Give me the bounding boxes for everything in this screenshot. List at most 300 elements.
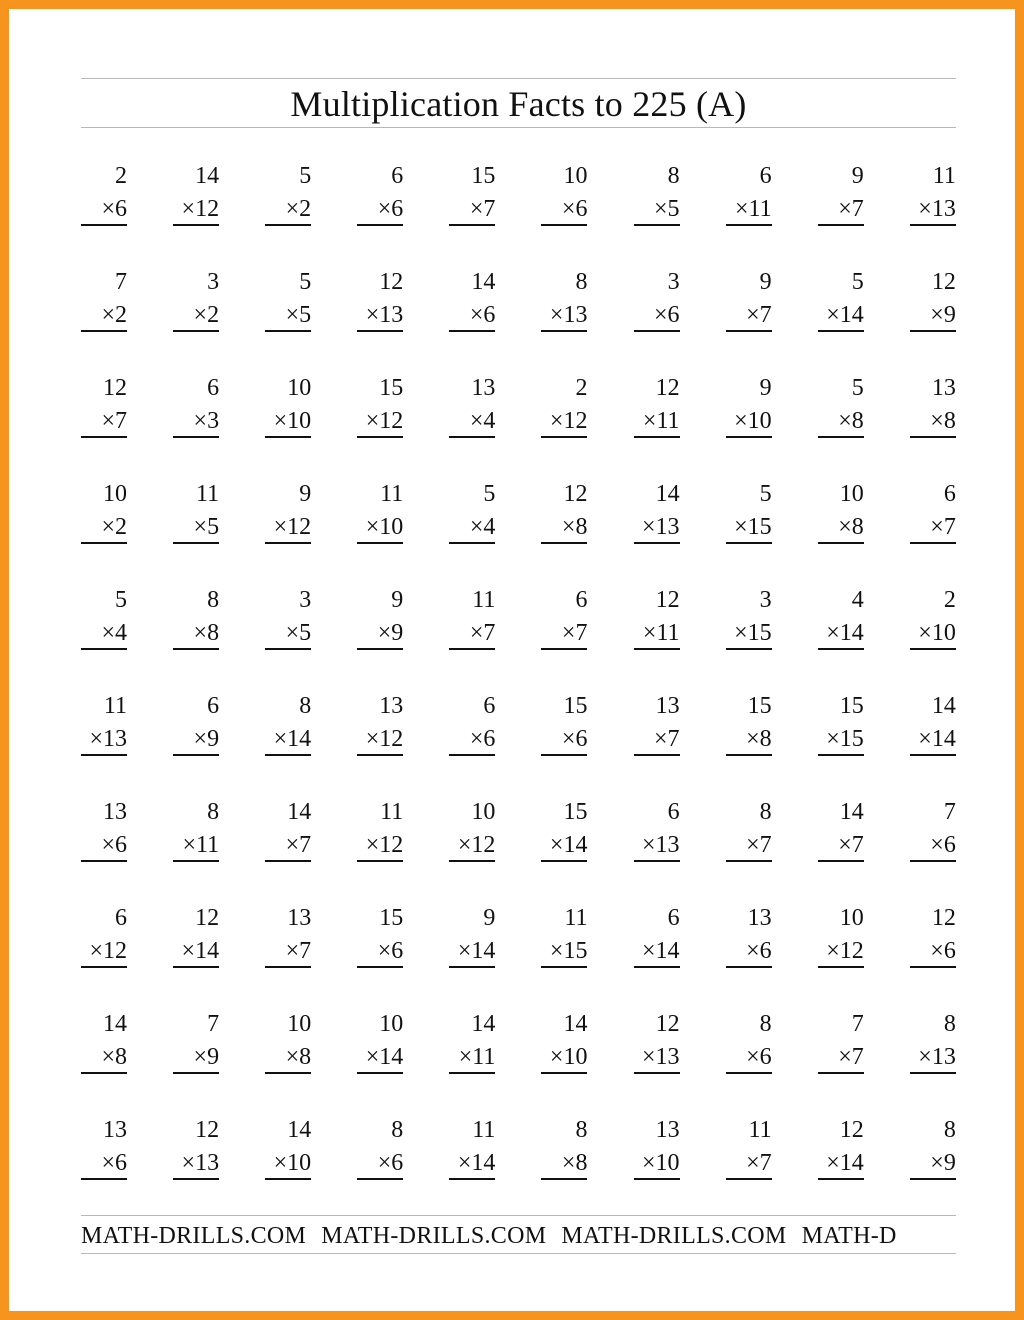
- problem-multiplicand: 7: [943, 799, 956, 825]
- answer-line: [357, 224, 403, 226]
- problem-multiplier: ×6: [101, 1150, 127, 1176]
- answer-line: [818, 966, 864, 968]
- problem-multiplier: ×6: [101, 196, 127, 222]
- problem-item: [910, 795, 956, 867]
- problem-multiplier: ×6: [930, 938, 956, 964]
- problem-multiplier: ×10: [734, 408, 772, 434]
- problem-multiplicand: 8: [759, 1011, 772, 1037]
- problem-multiplier: ×13: [642, 1044, 680, 1070]
- problem-multiplicand: 14: [287, 799, 312, 825]
- problem-multiplicand: 12: [655, 1011, 680, 1037]
- problem-multiplicand: 9: [759, 375, 772, 401]
- answer-line: [726, 860, 772, 862]
- problem-multiplier: ×7: [746, 832, 772, 858]
- answer-line: [726, 966, 772, 968]
- problem-item: [818, 795, 864, 867]
- problem-multiplier: ×2: [101, 514, 127, 540]
- answer-line: [910, 1178, 956, 1180]
- problem-multiplicand: 14: [471, 269, 496, 295]
- problem-multiplicand: 8: [299, 693, 312, 719]
- answer-line: [634, 1072, 680, 1074]
- answer-line: [173, 1178, 219, 1180]
- problem-item: [81, 901, 127, 973]
- problem-item: [265, 1007, 311, 1079]
- problem-multiplicand: 11: [472, 1117, 496, 1143]
- answer-line: [726, 330, 772, 332]
- problem-item: [541, 583, 587, 655]
- answer-line: [818, 860, 864, 862]
- problem-multiplicand: 6: [943, 481, 956, 507]
- answer-line: [265, 330, 311, 332]
- answer-line: [173, 542, 219, 544]
- problem-item: [634, 795, 680, 867]
- answer-line: [726, 754, 772, 756]
- problem-item: [81, 689, 127, 761]
- answer-line: [910, 860, 956, 862]
- problem-multiplier: ×7: [930, 514, 956, 540]
- problem-multiplicand: 13: [103, 799, 127, 825]
- problem-multiplier: ×13: [918, 196, 956, 222]
- problem-multiplier: ×13: [549, 302, 588, 328]
- problem-multiplier: ×6: [377, 938, 404, 964]
- problem-multiplicand: 14: [471, 1011, 496, 1037]
- problem-multiplicand: 6: [667, 799, 680, 825]
- answer-line: [357, 330, 403, 332]
- problem-multiplier: ×6: [561, 196, 588, 222]
- answer-line: [634, 648, 680, 650]
- problem-multiplier: ×7: [285, 938, 312, 964]
- problem-multiplier: ×2: [285, 196, 312, 222]
- problem-multiplier: ×6: [930, 832, 956, 858]
- footer-top-rule: [81, 1215, 956, 1216]
- answer-line: [357, 436, 403, 438]
- answer-line: [541, 966, 587, 968]
- problem-multiplier: ×12: [365, 726, 404, 752]
- worksheet-title: Multiplication Facts to 225 (A): [290, 84, 747, 124]
- problem-multiplicand: 8: [575, 269, 588, 295]
- problem-multiplicand: 7: [207, 1011, 220, 1037]
- problem-multiplier: ×5: [193, 514, 220, 540]
- problem-multiplicand: 9: [851, 163, 864, 189]
- answer-line: [726, 224, 772, 226]
- problem-multiplicand: 5: [299, 163, 312, 189]
- problem-item: [910, 689, 956, 761]
- problem-multiplicand: 6: [207, 375, 220, 401]
- problem-multiplicand: 5: [759, 481, 772, 507]
- problem-multiplicand: 9: [759, 269, 772, 295]
- problem-multiplicand: 8: [943, 1117, 956, 1143]
- problem-multiplicand: 6: [667, 905, 680, 931]
- answer-line: [818, 542, 864, 544]
- problem-multiplier: ×7: [746, 302, 772, 328]
- answer-line: [541, 436, 587, 438]
- problem-item: [265, 265, 311, 337]
- answer-line: [818, 754, 864, 756]
- problem-multiplicand: 11: [103, 693, 127, 719]
- answer-line: [541, 542, 587, 544]
- problem-multiplicand: 2: [575, 375, 588, 401]
- problem-item: [173, 371, 219, 443]
- answer-line: [634, 436, 680, 438]
- problem-multiplier: ×7: [469, 196, 496, 222]
- problem-multiplier: ×15: [734, 514, 772, 540]
- problem-item: [81, 1113, 127, 1185]
- answer-line: [818, 330, 864, 332]
- answer-line: [265, 648, 311, 650]
- problem-item: [818, 1007, 864, 1079]
- problem-multiplier: ×7: [838, 832, 864, 858]
- problem-multiplicand: 13: [931, 375, 956, 401]
- problem-multiplier: ×14: [642, 938, 680, 964]
- problem-multiplier: ×7: [285, 832, 312, 858]
- answer-line: [910, 224, 956, 226]
- answer-line: [910, 754, 956, 756]
- problem-item: [81, 265, 127, 337]
- problem-multiplier: ×5: [654, 196, 680, 222]
- answer-line: [726, 1178, 772, 1180]
- problem-item: [265, 795, 311, 867]
- problem-multiplier: ×13: [89, 726, 127, 752]
- footer-site-text: MATH-DRILLS.COM: [81, 1223, 307, 1249]
- problem-multiplier: ×9: [930, 1150, 956, 1176]
- problem-multiplicand: 3: [667, 269, 680, 295]
- problem-multiplicand: 5: [851, 269, 864, 295]
- problem-item: [818, 265, 864, 337]
- problem-multiplicand: 12: [563, 481, 588, 507]
- problem-multiplier: ×14: [273, 726, 312, 752]
- problem-multiplier: ×11: [182, 832, 220, 858]
- problem-multiplicand: 2: [943, 587, 956, 613]
- problem-item: [818, 477, 864, 549]
- problem-multiplier: ×13: [181, 1150, 220, 1176]
- problem-multiplicand: 6: [759, 163, 772, 189]
- problem-multiplier: ×15: [826, 726, 864, 752]
- problem-multiplicand: 6: [207, 693, 220, 719]
- problem-item: [265, 477, 311, 549]
- problem-multiplier: ×14: [826, 620, 864, 646]
- problem-multiplicand: 6: [575, 587, 588, 613]
- problem-item: [910, 265, 956, 337]
- problem-multiplier: ×12: [549, 408, 588, 434]
- answer-line: [265, 1178, 311, 1180]
- problem-multiplicand: 14: [287, 1117, 312, 1143]
- problem-multiplicand: 14: [655, 481, 680, 507]
- answer-line: [634, 860, 680, 862]
- problem-multiplicand: 8: [391, 1117, 404, 1143]
- problem-multiplier: ×7: [838, 196, 864, 222]
- problem-multiplicand: 13: [655, 693, 680, 719]
- problem-item: [634, 583, 680, 655]
- problem-multiplier: ×9: [193, 1044, 220, 1070]
- problem-item: [818, 159, 864, 231]
- answer-line: [265, 224, 311, 226]
- problem-item: [910, 1113, 956, 1185]
- answer-line: [541, 1072, 587, 1074]
- answer-line: [173, 436, 219, 438]
- problem-multiplier: ×6: [101, 832, 127, 858]
- answer-line: [449, 754, 495, 756]
- problem-multiplier: ×13: [642, 514, 680, 540]
- problem-multiplier: ×15: [734, 620, 772, 646]
- answer-line: [81, 648, 127, 650]
- answer-line: [910, 436, 956, 438]
- problem-multiplier: ×8: [285, 1044, 312, 1070]
- answer-line: [81, 966, 127, 968]
- problem-multiplier: ×3: [193, 408, 220, 434]
- answer-line: [634, 754, 680, 756]
- problem-multiplicand: 12: [931, 905, 956, 931]
- problem-item: [541, 795, 587, 867]
- problem-multiplicand: 7: [851, 1011, 864, 1037]
- problem-multiplier: ×14: [826, 302, 864, 328]
- problem-multiplier: ×12: [89, 938, 127, 964]
- problem-multiplicand: 10: [563, 163, 588, 189]
- answer-line: [81, 860, 127, 862]
- problem-multiplicand: 3: [207, 269, 220, 295]
- problem-item: [81, 159, 127, 231]
- problem-item: [541, 901, 587, 973]
- problem-multiplier: ×8: [561, 514, 588, 540]
- problem-multiplier: ×5: [285, 620, 312, 646]
- answer-line: [910, 966, 956, 968]
- problem-multiplier: ×4: [469, 408, 496, 434]
- problem-item: [634, 159, 680, 231]
- answer-line: [173, 860, 219, 862]
- answer-line: [81, 436, 127, 438]
- footer-site-text: MATH-DRILLS.COM: [561, 1223, 787, 1249]
- problem-multiplier: ×8: [930, 408, 956, 434]
- problem-multiplicand: 14: [195, 163, 220, 189]
- answer-line: [449, 860, 495, 862]
- problem-item: [173, 265, 219, 337]
- problem-item: [910, 159, 956, 231]
- problem-item: [449, 1007, 495, 1079]
- answer-line: [81, 542, 127, 544]
- problem-item: [449, 901, 495, 973]
- footer-site-text: MATH-D: [801, 1223, 897, 1249]
- title-bottom-rule: [81, 127, 956, 128]
- footer-site-text: MATH-DRILLS.COM: [321, 1223, 547, 1249]
- problem-multiplier: ×10: [365, 514, 404, 540]
- problem-multiplicand: 15: [471, 163, 496, 189]
- problem-multiplier: ×11: [642, 408, 680, 434]
- problem-multiplicand: 12: [931, 269, 956, 295]
- problem-multiplicand: 3: [299, 587, 312, 613]
- answer-line: [357, 966, 403, 968]
- problem-item: [449, 265, 495, 337]
- problem-multiplicand: 10: [379, 1011, 404, 1037]
- problem-item: [265, 159, 311, 231]
- answer-line: [634, 330, 680, 332]
- problem-multiplier: ×10: [273, 1150, 312, 1176]
- problem-multiplier: ×11: [458, 1044, 496, 1070]
- problem-multiplicand: 12: [195, 1117, 220, 1143]
- problem-multiplier: ×4: [469, 514, 496, 540]
- problem-item: [726, 901, 772, 973]
- problem-item: [357, 795, 403, 867]
- problem-item: [726, 689, 772, 761]
- problem-item: [173, 795, 219, 867]
- problem-multiplicand: 13: [103, 1117, 127, 1143]
- answer-line: [541, 860, 587, 862]
- problem-multiplier: ×6: [377, 196, 404, 222]
- problem-multiplicand: 14: [931, 693, 956, 719]
- problem-multiplicand: 12: [655, 375, 680, 401]
- problem-item: [541, 477, 587, 549]
- answer-line: [910, 330, 956, 332]
- problem-multiplier: ×8: [838, 514, 864, 540]
- answer-line: [265, 860, 311, 862]
- answer-line: [726, 648, 772, 650]
- problem-multiplicand: 10: [839, 905, 864, 931]
- problem-item: [357, 901, 403, 973]
- answer-line: [173, 648, 219, 650]
- problem-item: [173, 1113, 219, 1185]
- problem-item: [634, 1007, 680, 1079]
- problem-item: [910, 371, 956, 443]
- problem-multiplicand: 15: [379, 905, 404, 931]
- problem-multiplicand: 11: [195, 481, 220, 507]
- problem-multiplier: ×9: [930, 302, 956, 328]
- answer-line: [818, 224, 864, 226]
- problem-multiplicand: 11: [380, 799, 404, 825]
- problem-multiplier: ×6: [469, 302, 496, 328]
- answer-line: [818, 1178, 864, 1180]
- problem-item: [910, 1007, 956, 1079]
- problem-multiplier: ×10: [549, 1044, 588, 1070]
- answer-line: [818, 436, 864, 438]
- answer-line: [449, 542, 495, 544]
- problem-item: [726, 265, 772, 337]
- problem-multiplier: ×7: [838, 1044, 864, 1070]
- problem-multiplier: ×2: [101, 302, 127, 328]
- problem-multiplier: ×10: [918, 620, 956, 646]
- problem-item: [357, 477, 403, 549]
- problem-multiplicand: 12: [379, 269, 404, 295]
- answer-line: [726, 1072, 772, 1074]
- problem-multiplicand: 11: [564, 905, 588, 931]
- problem-item: [541, 689, 587, 761]
- problem-multiplicand: 13: [655, 1117, 680, 1143]
- problem-item: [357, 265, 403, 337]
- problem-multiplier: ×14: [826, 1150, 864, 1176]
- answer-line: [726, 436, 772, 438]
- problem-item: [173, 477, 219, 549]
- problem-multiplicand: 15: [563, 693, 588, 719]
- problem-item: [726, 371, 772, 443]
- problem-multiplicand: 14: [103, 1011, 127, 1037]
- problem-multiplicand: 8: [943, 1011, 956, 1037]
- problem-multiplier: ×7: [746, 1150, 772, 1176]
- problem-item: [634, 689, 680, 761]
- problem-multiplier: ×8: [561, 1150, 588, 1176]
- problem-multiplicand: 15: [379, 375, 404, 401]
- problem-item: [818, 371, 864, 443]
- problem-multiplicand: 12: [195, 905, 220, 931]
- problem-item: [265, 689, 311, 761]
- answer-line: [265, 754, 311, 756]
- answer-line: [81, 754, 127, 756]
- problem-multiplicand: 10: [287, 1011, 312, 1037]
- problem-item: [726, 477, 772, 549]
- problem-multiplier: ×4: [101, 620, 127, 646]
- problem-multiplier: ×8: [838, 408, 864, 434]
- problem-multiplicand: 14: [839, 799, 864, 825]
- answer-line: [173, 966, 219, 968]
- answer-line: [265, 436, 311, 438]
- problem-item: [265, 371, 311, 443]
- problem-item: [265, 901, 311, 973]
- problem-item: [357, 1113, 403, 1185]
- problem-item: [541, 265, 587, 337]
- problem-multiplicand: 5: [483, 481, 496, 507]
- problem-multiplicand: 5: [115, 587, 127, 613]
- answer-line: [173, 330, 219, 332]
- problem-multiplier: ×7: [654, 726, 680, 752]
- answer-line: [541, 224, 587, 226]
- answer-line: [265, 966, 311, 968]
- problem-multiplier: ×6: [561, 726, 588, 752]
- problem-multiplicand: 8: [759, 799, 772, 825]
- problem-item: [449, 795, 495, 867]
- answer-line: [449, 648, 495, 650]
- problem-multiplier: ×11: [735, 196, 772, 222]
- problem-item: [449, 1113, 495, 1185]
- problem-multiplicand: 10: [839, 481, 864, 507]
- problem-item: [173, 159, 219, 231]
- answer-line: [634, 542, 680, 544]
- problem-item: [81, 371, 127, 443]
- problem-item: [449, 583, 495, 655]
- problem-multiplicand: 5: [851, 375, 864, 401]
- problem-item: [634, 901, 680, 973]
- problem-item: [449, 477, 495, 549]
- problem-item: [910, 583, 956, 655]
- problem-item: [449, 159, 495, 231]
- problem-item: [173, 689, 219, 761]
- problem-multiplier: ×13: [365, 302, 404, 328]
- problem-multiplicand: 2: [115, 163, 127, 189]
- problem-multiplicand: 8: [575, 1117, 588, 1143]
- problem-multiplier: ×10: [642, 1150, 680, 1176]
- problem-multiplicand: 9: [299, 481, 312, 507]
- problem-multiplicand: 12: [103, 375, 127, 401]
- problem-item: [265, 583, 311, 655]
- problem-multiplier: ×15: [549, 938, 588, 964]
- problem-multiplier: ×12: [181, 196, 220, 222]
- answer-line: [81, 1178, 127, 1180]
- problem-item: [265, 1113, 311, 1185]
- problem-multiplier: ×6: [377, 1150, 404, 1176]
- problem-multiplier: ×12: [365, 832, 404, 858]
- problem-item: [173, 583, 219, 655]
- problem-multiplier: ×7: [561, 620, 588, 646]
- answer-line: [173, 1072, 219, 1074]
- problem-item: [634, 477, 680, 549]
- problem-multiplier: ×2: [193, 302, 220, 328]
- problem-item: [81, 795, 127, 867]
- problem-item: [357, 583, 403, 655]
- answer-line: [634, 966, 680, 968]
- problem-multiplicand: 11: [472, 587, 496, 613]
- problem-multiplier: ×8: [101, 1044, 127, 1070]
- problem-item: [541, 159, 587, 231]
- problem-multiplier: ×11: [642, 620, 680, 646]
- problem-multiplicand: 14: [563, 1011, 588, 1037]
- answer-line: [357, 648, 403, 650]
- problem-item: [173, 901, 219, 973]
- answer-line: [910, 648, 956, 650]
